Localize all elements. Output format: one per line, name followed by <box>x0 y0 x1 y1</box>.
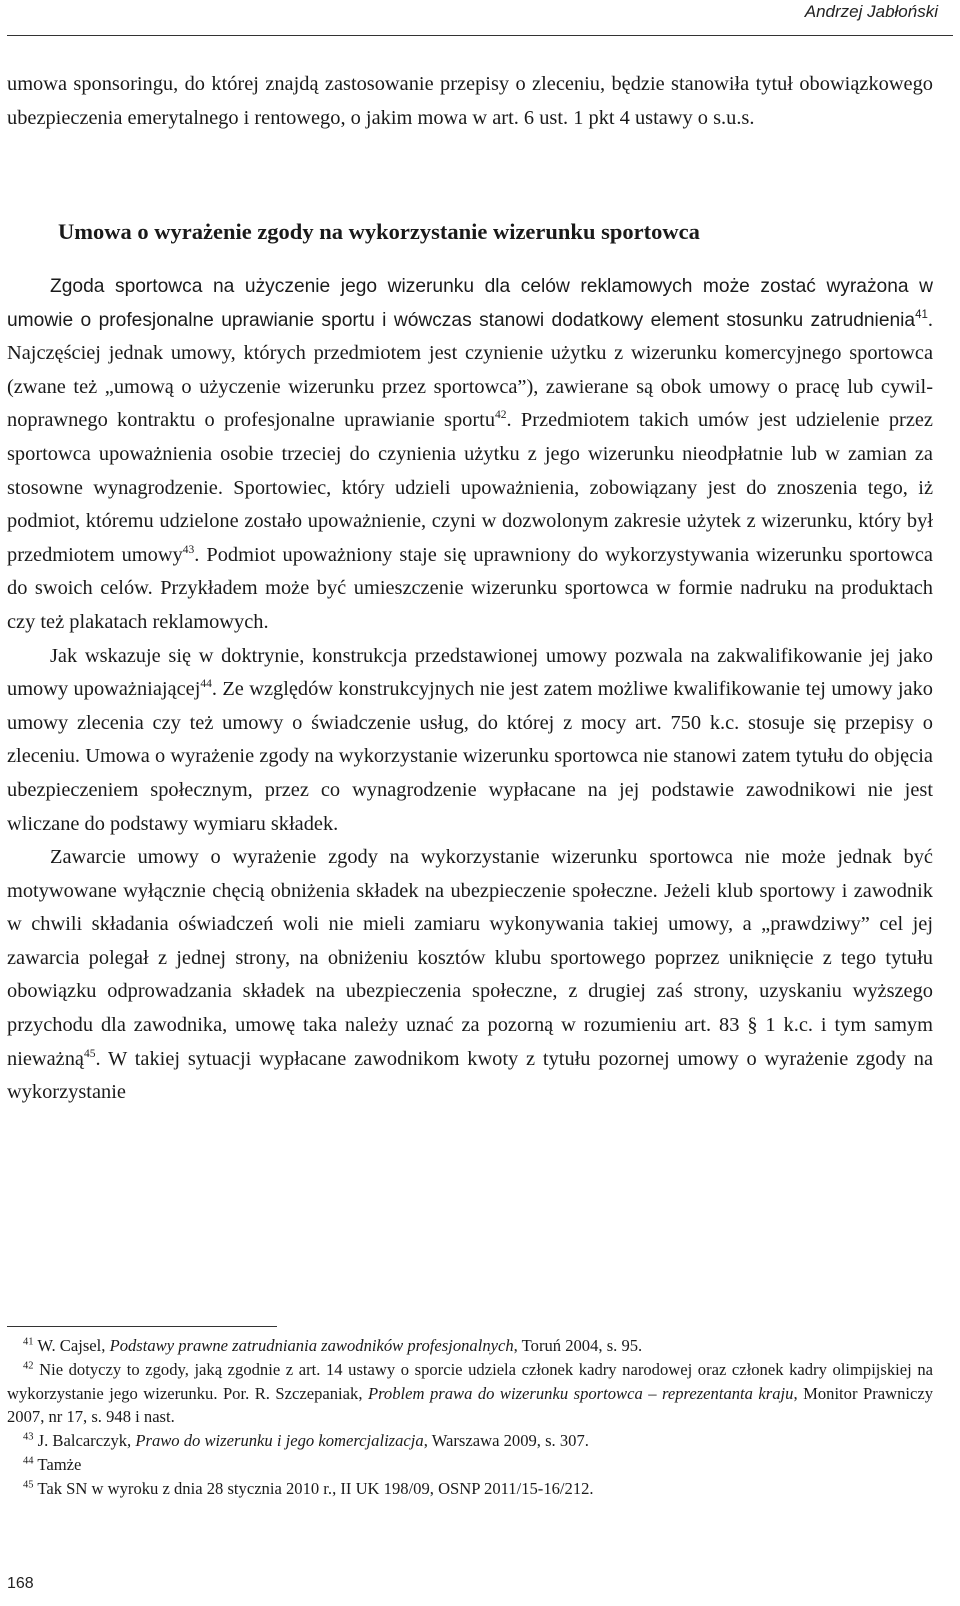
footnote-rule <box>7 1326 277 1327</box>
intro-paragraph <box>7 68 933 135</box>
footnote-43 <box>7 1429 933 1453</box>
footnote-number: 41 <box>23 1336 34 1348</box>
paragraph-3-part-b: . W takiej sytuacji wypłacane zawodnikom kwoty z tytułu pozornej umowy o wyrażenie zgody na wykorzystanie <box>7 1047 933 1104</box>
main-text <box>7 270 933 1110</box>
paragraph-2-part-b: . Ze względów konstrukcyjnych nie jest zatem możliwe kwalifikowanie tej umowy jako umowy zlecenia czy też umowy o świadczenie usług, do której z mocy art. 750 k.c. stosuje się przepisy o zleceniu. Umowa o wyrażenie zgody na wykorzystanie wizerunku sportowca nie stanowi zatem tytułu do objęcia ubezpieczeniem społecznym, przez co wynagrodzenie wypłacane na jej podstawie zawodnikowi nie jest wliczane do podstawy wymiaru składek. <box>7 678 933 835</box>
page-number: 168 <box>7 1575 34 1592</box>
paragraph-3-part-a: Zawarcie umowy o wyrażenie zgody na wykorzystanie wizerunku sportowca nie może jednak być motywowane wyłącznie chęcią obniżenia składek na ubezpieczenie społeczne. Jeżeli klub sportowy i zawodnik w chwili składania oświadczeń woli nie mieli zamiaru wykonywania takiej umowy, a „prawdziwy” cel jej zawarcia polegał z jednej strony, na obniżeniu kosztów klubu sportowego poprzez uniknięcie z tego tytułu obowiązku odprowadzania składek na ubezpieczenia społeczne, z drugiej zaś strony, uzyskaniu wyższego przychodu dla zawodnika, umowę taka należy uznać za pozorną w rozumieniu art. 83 § 1 k.c. i tym samym nieważną <box>7 846 933 1070</box>
footnote-title: Podstawy prawne zatrudniania zawodników profesjonalnych <box>109 1336 514 1355</box>
footnote-text: , Warszawa 2009, s. 307. <box>423 1431 589 1451</box>
footnote-ref-42[interactable]: 42 <box>495 409 507 422</box>
footnote-44 <box>7 1453 933 1477</box>
paragraph-1-part-c: . Przedmiotem takich umów jest udzielenie przez sportowca upoważnienia osobie trzeciej do czynienia użytku z jego wizerunku nieodpłatnie lub w zamian za stosowne wynagrodzenie. Sportowiec, który udzieli upoważnienia, zobowiązany jest do znoszenia tego, iż podmiot, któremu udzielone zostało upoważnienie, czyni w dozwolonym zakresie użytek z wizerunku, który był przedmiotem umowy <box>7 409 933 566</box>
footnote-ref-45[interactable]: 45 <box>83 1047 96 1060</box>
footnote-42 <box>7 1358 933 1429</box>
footnotes-list <box>7 1334 933 1501</box>
paragraph-2-part-a: Jak wskazuje się w doktrynie, konstrukcja przedstawionej umowy pozwala na zakwalifikowanie jej jako umowy upoważniającej <box>7 644 933 701</box>
footnote-45 <box>7 1477 933 1501</box>
footnote-title: Prawo do wizerunku i jego komercjalizacja <box>135 1431 424 1451</box>
footnote-text: Tak SN w wyroku z dnia 28 stycznia 2010 r., II UK 198/09, OSNP 2011/15-16/212. <box>37 1478 594 1498</box>
footnote-text: Tamże <box>37 1454 82 1474</box>
header-rule <box>7 35 953 36</box>
footnote-text: , Toruń 2004, s. 95. <box>513 1336 643 1355</box>
intro-text: umowa sponsoringu, do której znajdą zastosowanie przepisy o zleceniu, będzie stanowiła tytuł obowiązkowego ubezpieczenia emerytalnego i rentowego, o jakim mowa w art. 6 ust. 1 pkt 4 ustawy o s.u.s. <box>7 73 933 129</box>
footnote-number: 42 <box>23 1360 34 1372</box>
footnote-ref-41[interactable]: 41 <box>915 308 928 321</box>
footnote-number: 45 <box>23 1479 34 1491</box>
paragraph-3 <box>7 841 933 1110</box>
section-heading: Umowa o wyrażenie zgody na wykorzystanie wizerunku sportowca <box>58 219 700 244</box>
footnote-title: Problem prawa do wizerunku sportowca – reprezentanta kraju <box>367 1383 794 1403</box>
paragraph-1-part-a: Zgoda sportowca na użyczenie jego wizerunku dla celów reklamowych może zostać wyrażona w umowie o profesjonalne uprawianie sportu i wówczas stanowi dodatkowy element stosunku zatrudnienia <box>7 276 933 331</box>
paragraph-1-part-b: . Najczęściej jednak umowy, których przedmiotem jest czynienie użytku z wizerunku komercyjnego sportowca (zwane też „umową o użyczenie wizerunku przez sportowca”), zawierane są obok umowy o pracę lub cywilnoprawnego kontraktu o profesjonalne uprawianie sportu <box>7 308 933 432</box>
footnote-text: Nie dotyczy to zgody, jaką zgodnie z art. 14 ustawy o sporcie udziela członek kadry narodowej oraz członek kadry olimpijskiej na wykorzystanie jego wizerunku. Por. R. Szczepaniak, <box>7 1359 933 1403</box>
paragraph-1-part-d: . Podmiot upoważniony staje się uprawniony do wykorzystywania wizerunku sportowca do swoich celów. Przykładem może być umieszczenie wizerunku sportowca w formie nadruku na produktach czy też plakatach reklamowych. <box>7 543 933 633</box>
running-header-author: Andrzej Jabłoński <box>804 2 938 21</box>
footnote-text: , Monitor Prawniczy 2007, nr 17, s. 948 i nast. <box>7 1383 933 1427</box>
footnote-text: W. Cajsel, <box>37 1336 110 1355</box>
footnote-number: 43 <box>23 1431 34 1443</box>
paragraph-2 <box>7 640 933 842</box>
paragraph-1 <box>7 270 933 640</box>
footnote-number: 44 <box>23 1455 34 1467</box>
footnote-ref-43[interactable]: 43 <box>182 543 195 556</box>
footnote-41 <box>7 1334 933 1358</box>
footnote-ref-44[interactable]: 44 <box>200 678 212 691</box>
footnote-text: J. Balcarczyk, <box>37 1431 136 1451</box>
